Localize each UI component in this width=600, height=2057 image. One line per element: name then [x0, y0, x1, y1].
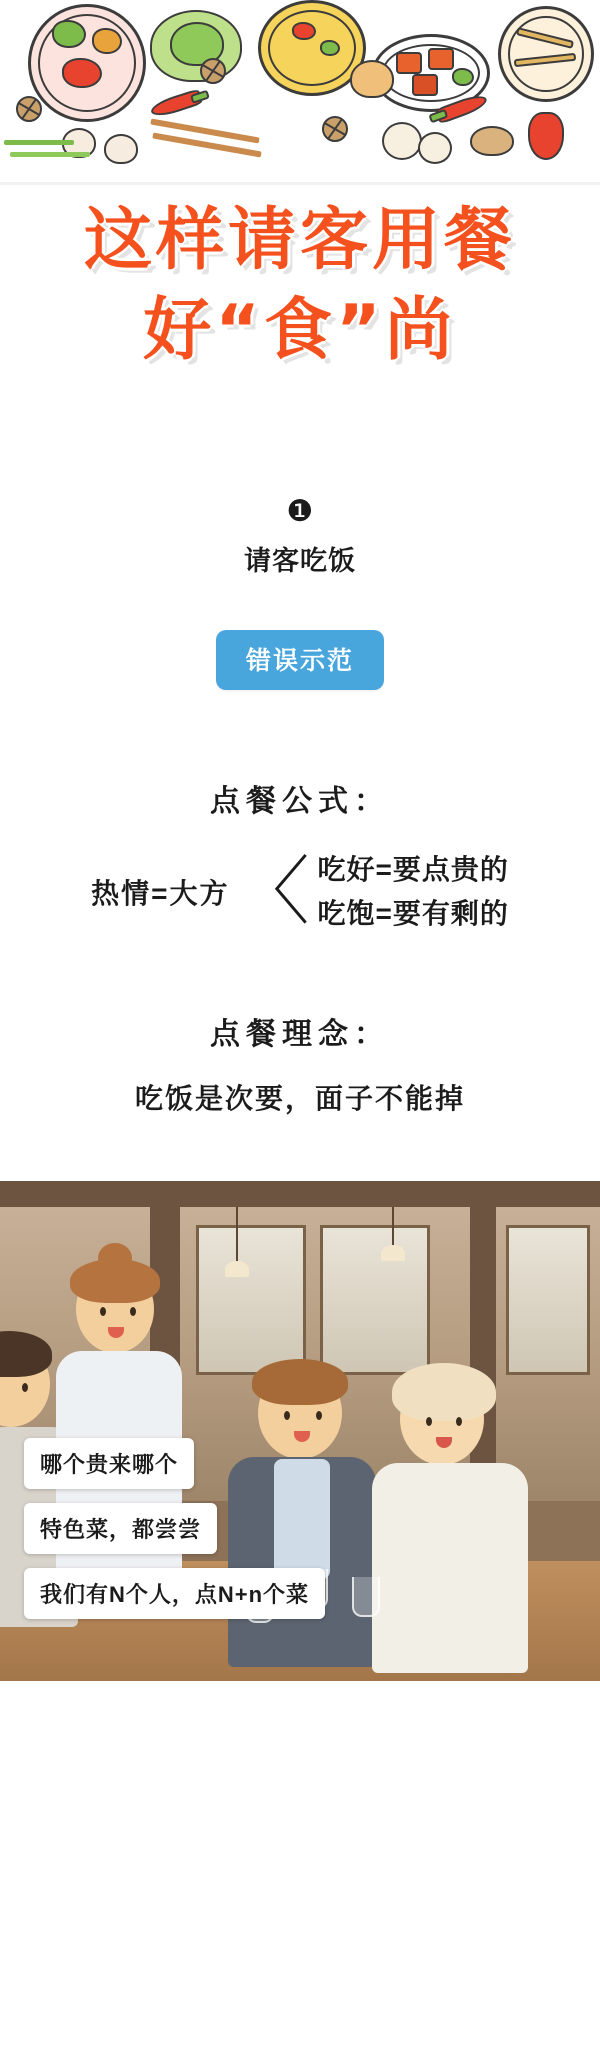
status-badge: 错误示范 — [216, 630, 384, 690]
formula-row — [0, 848, 600, 935]
quote-item: 哪个贵来哪个 — [24, 1438, 194, 1489]
formula-right-terms — [318, 848, 509, 935]
person-hair — [252, 1359, 348, 1405]
person-body — [372, 1463, 528, 1673]
section-number-icon: ❶ — [286, 495, 314, 529]
brace-icon: 〈 — [235, 850, 310, 934]
bamboo-dish-icon — [498, 6, 594, 102]
glass-icon — [352, 1577, 380, 1617]
star-anise-icon — [322, 116, 348, 142]
stirfry-cube — [428, 48, 454, 70]
photo-window — [196, 1225, 306, 1375]
hotpot-ingredient — [52, 20, 86, 48]
pepper-icon — [528, 112, 564, 160]
title-line-1: 这样请客用餐 — [83, 201, 516, 280]
badge-row — [0, 630, 600, 690]
star-anise-icon — [200, 58, 226, 84]
formula-block — [0, 776, 600, 935]
photo-window — [506, 1225, 590, 1375]
formula-right-line-2: 吃饱=要有剩的 — [317, 897, 509, 929]
person-hair — [70, 1259, 160, 1303]
mushroom-icon — [470, 126, 514, 156]
quote-list — [24, 1438, 325, 1619]
idea-block — [0, 1009, 600, 1117]
section-title: 请客吃饭 — [244, 546, 356, 577]
poster-title — [0, 185, 600, 369]
stirfry-pepper — [452, 68, 474, 86]
food-illustration-band — [0, 0, 600, 185]
star-anise-icon — [16, 96, 42, 122]
photo-pendant-lamp — [236, 1207, 238, 1263]
idea-text: 吃饭是次要，面子不能掉 — [134, 1083, 465, 1115]
hotpot-ingredient — [92, 28, 122, 54]
formula-heading: 点餐公式： — [210, 785, 390, 819]
photo-pillar — [470, 1207, 496, 1507]
photo-window — [320, 1225, 430, 1375]
hotpot-ingredient — [62, 58, 102, 88]
garlic-icon — [104, 134, 138, 164]
scallion-icon — [10, 152, 90, 157]
idea-heading: 点餐理念： — [210, 1018, 390, 1052]
lotus-root-icon — [418, 132, 452, 164]
onion-icon — [350, 60, 394, 98]
stirfry-cube — [412, 74, 438, 96]
quote-item: 我们有N个人，点N+n个菜 — [24, 1568, 325, 1619]
scallion-icon — [4, 140, 74, 145]
chili-icon — [149, 88, 203, 119]
rice-topping — [292, 22, 316, 40]
person-hair — [392, 1363, 496, 1421]
formula-right-line-1: 吃好=要点贵的 — [317, 854, 509, 886]
rice-topping — [320, 40, 340, 56]
formula-left-term: 热情=大方 — [91, 877, 230, 909]
title-line-2: 好“食”尚 — [143, 291, 457, 371]
photo-pendant-lamp — [392, 1207, 394, 1247]
photo-ceiling-beam — [0, 1181, 600, 1207]
quote-item: 特色菜，都尝尝 — [24, 1503, 217, 1554]
restaurant-photo — [0, 1181, 600, 1681]
stirfry-cube — [396, 52, 422, 74]
lotus-root-icon — [382, 122, 422, 160]
